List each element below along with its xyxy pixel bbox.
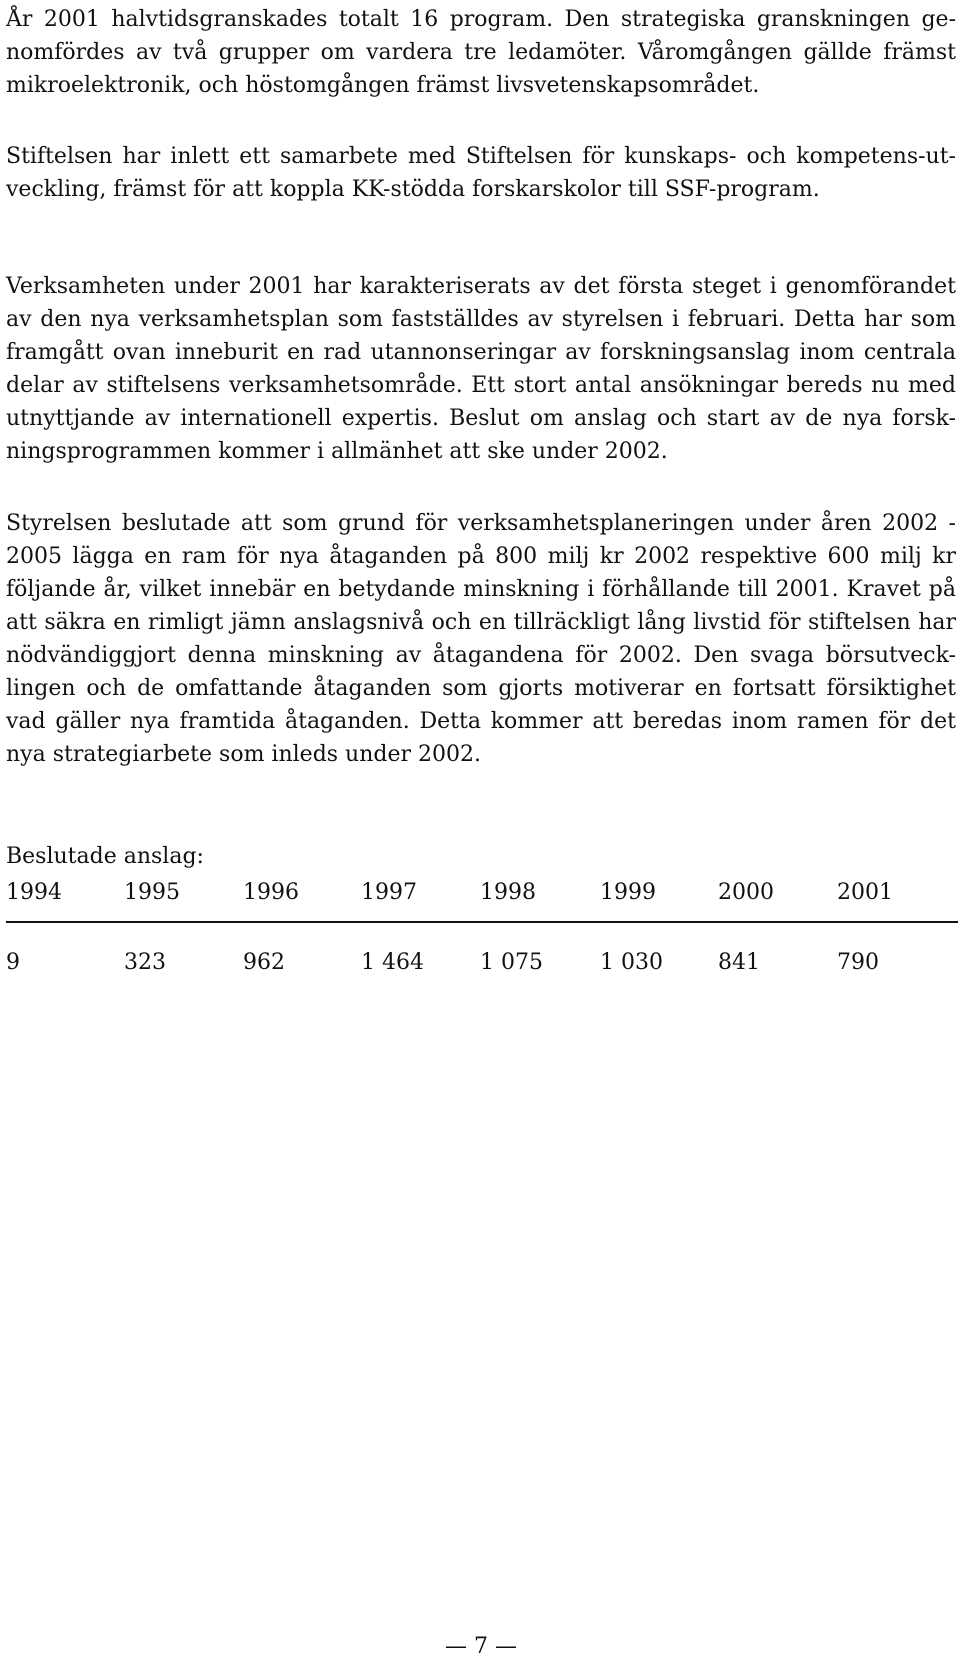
text-line: följande år, vilket innebär en betydande minskning i förhållande till 2001. Kravet på [6,577,956,602]
table-divider [6,921,958,923]
year-cell: 1994 [6,880,62,905]
value-cell: 790 [837,950,879,975]
text-line: Stiftelsen har inlett ett samarbete med Stiftelsen för kunskaps- och kompetens-ut- [6,144,956,169]
year-cell: 1995 [124,880,180,905]
paragraph-program-review [6,3,956,102]
text-line: Styrelsen beslutade att som grund för verksamhetsplaneringen under åren 2002 - [6,511,956,536]
text-line: mikroelektronik, och höstomgången främst livsvetenskapsområdet. [6,73,760,98]
value-cell: 323 [124,950,166,975]
text-line: 2005 lägga en ram för nya åtaganden på 800 milj kr 2002 respektive 600 milj kr [6,544,956,569]
paragraph-operations-2001 [6,270,956,468]
year-cell: 1998 [480,880,536,905]
text-line: nya strategiarbete som inleds under 2002. [6,742,481,767]
page-number: — 7 — [445,1634,517,1659]
paragraph-board-decision [6,507,956,771]
text-line: ningsprogrammen kommer i allmänhet att ske under 2002. [6,439,668,464]
text-line: Verksamheten under 2001 har karakteriserats av det första steget i genomförandet [6,274,956,299]
text-line: framgått ovan inneburit en rad utannonseringar av forskningsanslag inom centrala [6,340,956,365]
text-line: av den nya verksamhetsplan som fastställdes av styrelsen i februari. Detta har som [6,307,956,332]
value-cell: 1 464 [361,950,424,975]
text-line: lingen och de omfattande åtaganden som gjorts motiverar en fortsatt försiktighet [6,676,956,701]
year-cell: 1997 [361,880,417,905]
value-cell: 9 [6,950,20,975]
year-cell: 2001 [837,880,893,905]
year-cell: 1999 [600,880,656,905]
paragraph-collaboration [6,140,956,206]
year-cell: 1996 [243,880,299,905]
text-line: nomfördes av två grupper om vardera tre ledamöter. Våromgången gällde främst [6,40,956,65]
text-line: vad gäller nya framtida åtaganden. Detta kommer att beredas inom ramen för det [6,709,956,734]
table-caption: Beslutade anslag: [6,844,204,869]
text-line: År 2001 halvtidsgranskades totalt 16 program. Den strategiska granskningen ge- [6,7,956,32]
text-line: delar av stiftelsens verksamhetsområde. Ett stort antal ansökningar bereds nu med [6,373,956,398]
value-cell: 962 [243,950,285,975]
value-cell: 841 [718,950,760,975]
value-cell: 1 075 [480,950,543,975]
year-cell: 2000 [718,880,774,905]
text-line: veckling, främst för att koppla KK-stödda forskarskolor till SSF-program. [6,177,820,202]
text-line: nödvändiggjort denna minskning av åtagandena för 2002. Den svaga börsutveck- [6,643,956,668]
text-line: utnyttjande av internationell expertis. Beslut om anslag och start av de nya forsk- [6,406,956,431]
text-line: att säkra en rimligt jämn anslagsnivå och en tillräckligt lång livstid för stiftelsen har [6,610,956,635]
value-cell: 1 030 [600,950,663,975]
